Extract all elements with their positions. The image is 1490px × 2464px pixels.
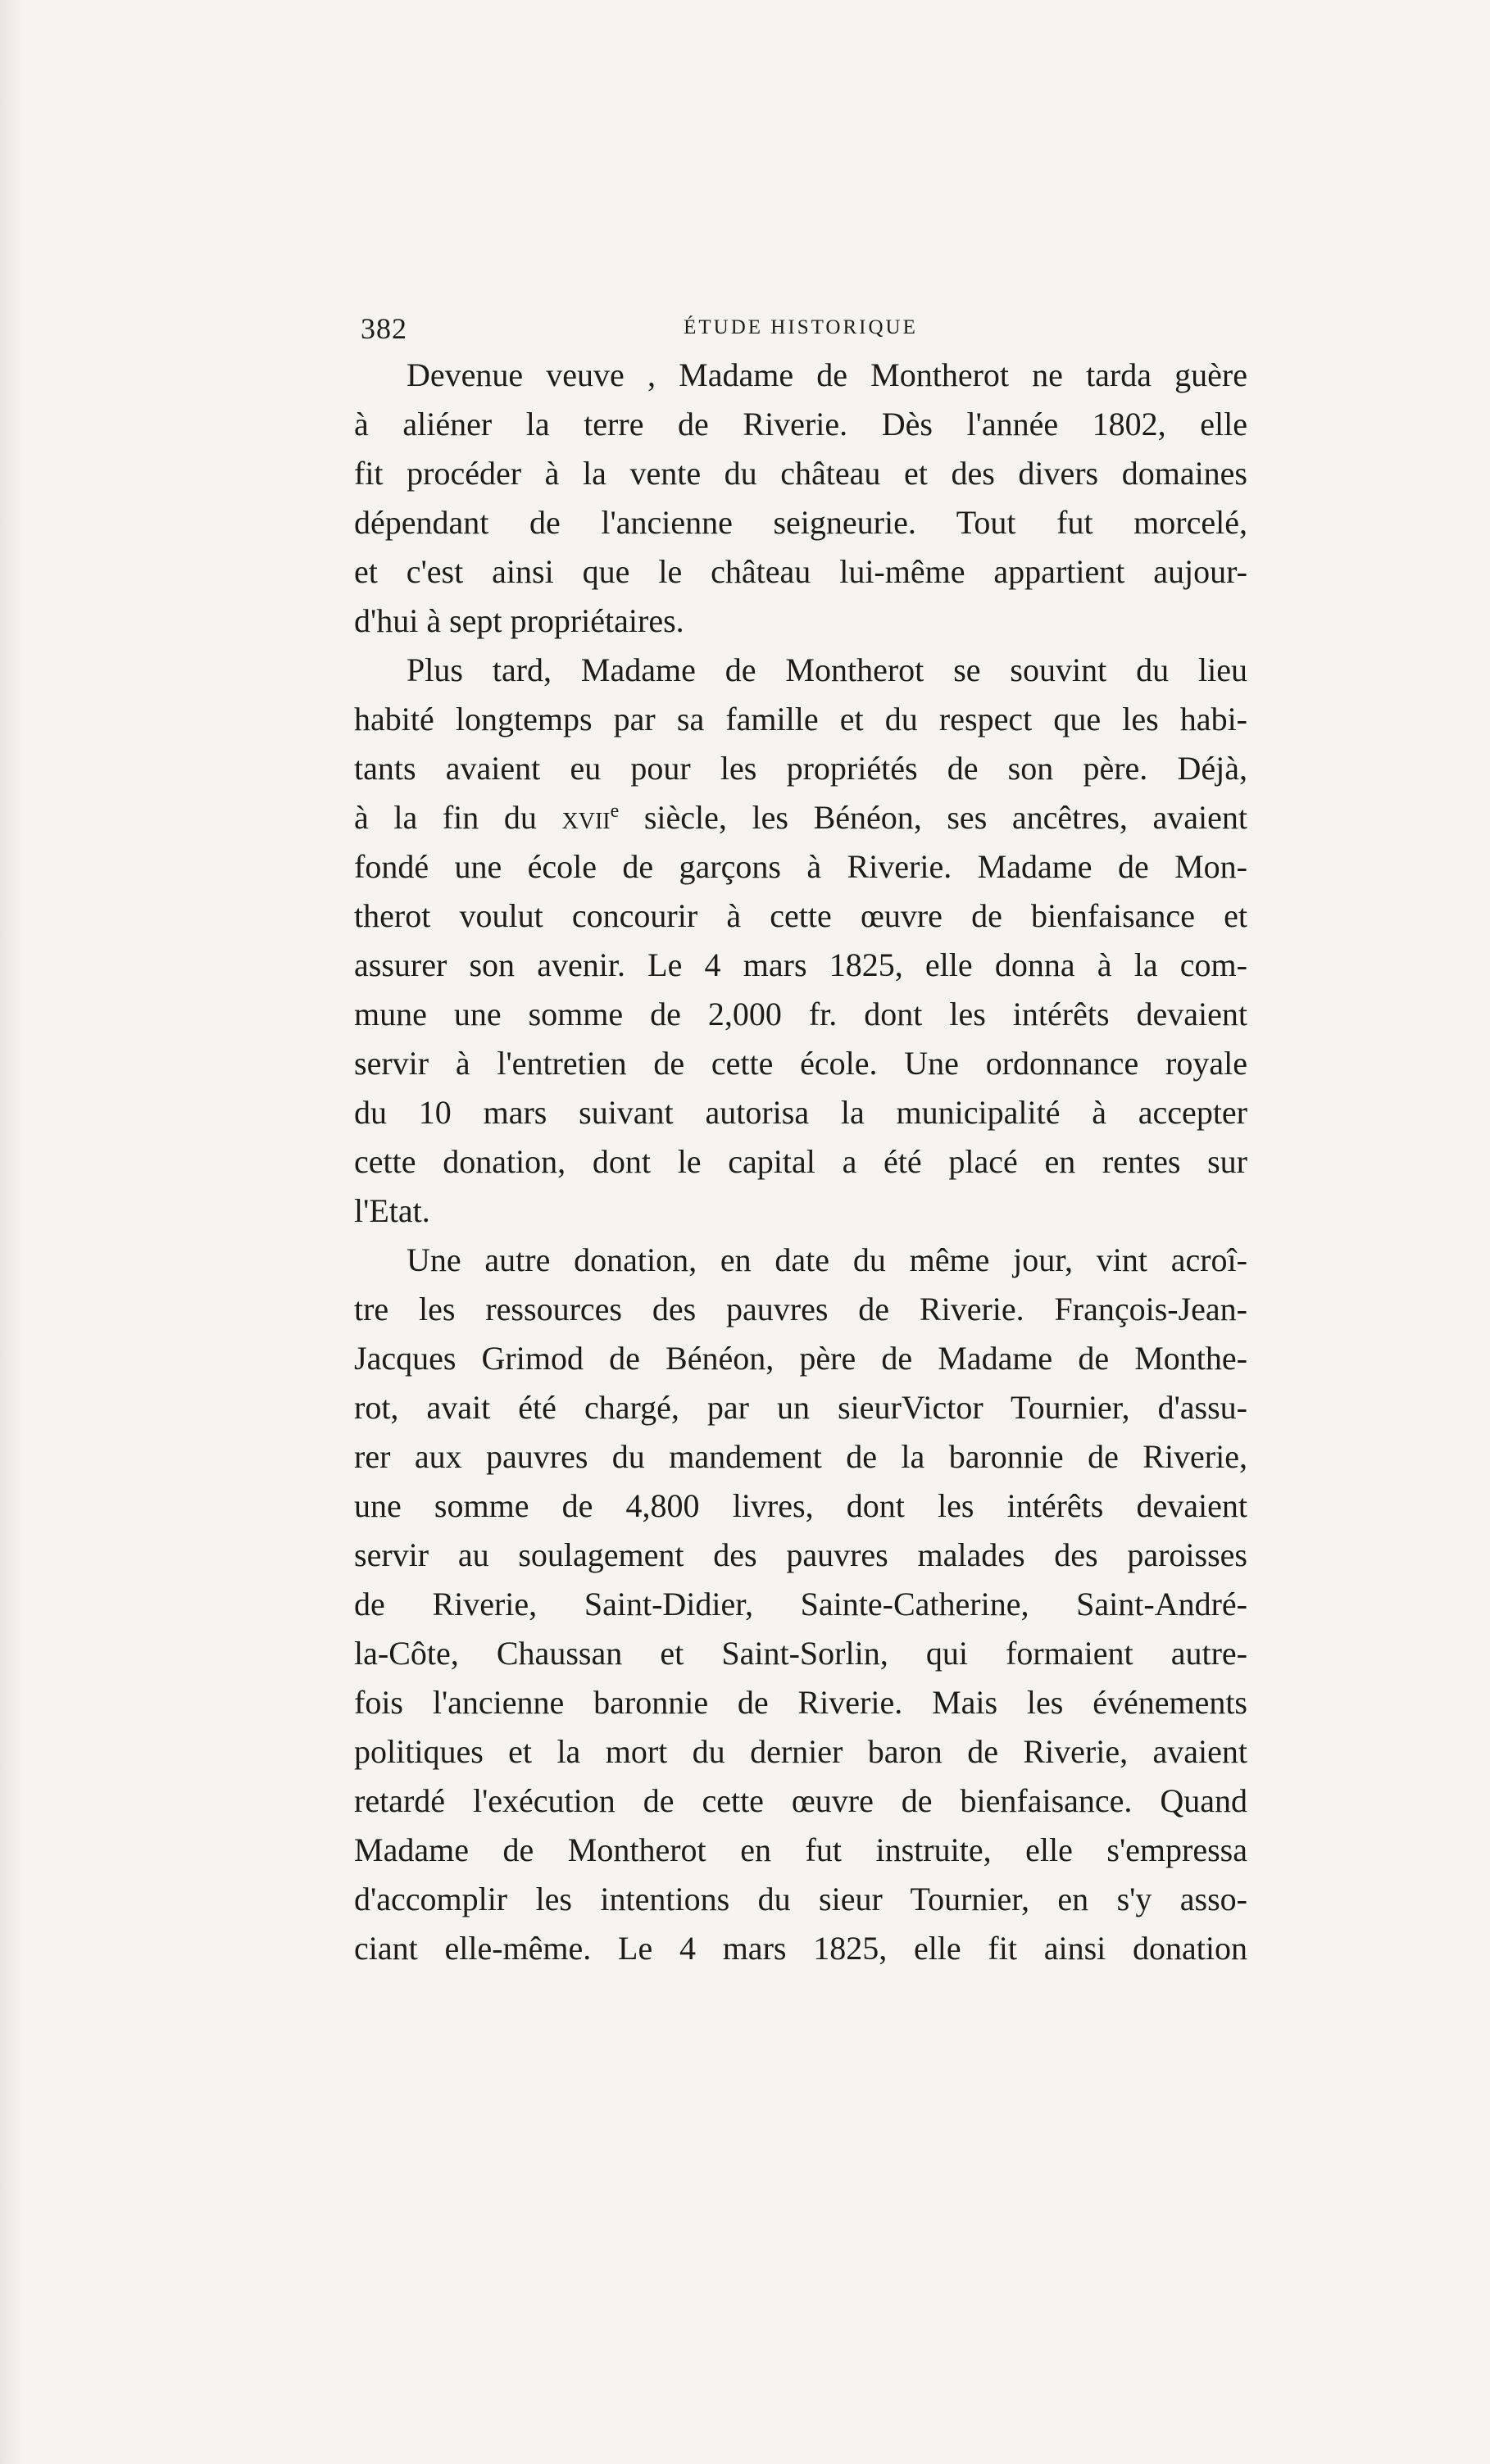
text-line: assurer son avenir. Le 4 mars 1825, elle donna à la com- bbox=[354, 946, 1247, 983]
text-line: servir au soulagement des pauvres malades des paroisses bbox=[354, 1536, 1247, 1573]
text-line: ciant elle-même. Le 4 mars 1825, elle fit ainsi donation bbox=[354, 1930, 1247, 1967]
text-line: Une autre donation, en date du même jour, vint acroî- bbox=[407, 1241, 1247, 1278]
text-line-century bbox=[354, 793, 1247, 842]
text-line: à aliéner la terre de Riverie. Dès l'année 1802, elle bbox=[354, 406, 1247, 442]
text-line: d'hui à sept propriétaires. bbox=[354, 602, 684, 639]
text-line: et c'est ainsi que le château lui-même appartient aujour- bbox=[354, 553, 1247, 590]
text-line: fit procéder à la vente du château et des divers domaines bbox=[354, 455, 1247, 492]
text-line: tants avaient eu pour les propriétés de son père. Déjà, bbox=[354, 750, 1247, 787]
text-line: habité longtemps par sa famille et du respect que les habi- bbox=[354, 701, 1247, 737]
text-line: rot, avait été chargé, par un sieurVictor Tournier, d'assu- bbox=[354, 1389, 1247, 1426]
text-line: une somme de 4,800 livres, dont les intérêts devaient bbox=[354, 1487, 1247, 1524]
text-line: cette donation, dont le capital a été placé en rentes sur bbox=[354, 1143, 1247, 1180]
scan-edge-shadow bbox=[0, 0, 23, 2464]
text-line: mune une somme de 2,000 fr. dont les intérêts devaient bbox=[354, 996, 1247, 1032]
text-line: Jacques Grimod de Bénéon, père de Madame de Monthe- bbox=[354, 1340, 1247, 1377]
text-line: servir à l'entretien de cette école. Une ordonnance royale bbox=[354, 1045, 1247, 1082]
text-line: rer aux pauvres du mandement de la baronnie de Riverie, bbox=[354, 1438, 1247, 1475]
paragraph-2 bbox=[354, 646, 1247, 1236]
running-head bbox=[354, 311, 1247, 351]
page-number: 382 bbox=[361, 312, 407, 345]
text-line: Devenue veuve , Madame de Montherot ne tarda guère bbox=[407, 356, 1247, 393]
century-superscript: e bbox=[610, 801, 620, 822]
text-line: la-Côte, Chaussan et Saint-Sorlin, qui formaient autre- bbox=[354, 1635, 1247, 1672]
text-line: d'accomplir les intentions du sieur Tournier, en s'y asso- bbox=[354, 1881, 1247, 1917]
text-line: politiques et la mort du dernier baron de Riverie, avaient bbox=[354, 1733, 1247, 1770]
paragraph-3 bbox=[354, 1236, 1247, 1973]
running-head-title: ÉTUDE HISTORIQUE bbox=[684, 316, 918, 338]
text-line: retardé l'exécution de cette œuvre de bienfaisance. Quand bbox=[354, 1782, 1247, 1819]
text-line: Madame de Montherot en fut instruite, elle s'empressa bbox=[354, 1831, 1247, 1868]
text-line: du 10 mars suivant autorisa la municipalité à accepter bbox=[354, 1094, 1247, 1131]
book-page bbox=[354, 311, 1247, 1973]
text-fragment: à la fin du bbox=[354, 799, 562, 836]
century-numeral: xvii bbox=[561, 799, 611, 836]
text-line: therot voulut concourir à cette œuvre de bienfaisance et bbox=[354, 897, 1247, 934]
text-line: fondé une école de garçons à Riverie. Madame de Mon- bbox=[354, 848, 1247, 885]
paragraph-1 bbox=[354, 351, 1247, 646]
text-line: dépendant de l'ancienne seigneurie. Tout fut morcelé, bbox=[354, 504, 1247, 541]
text-line: Plus tard, Madame de Montherot se souvint du lieu bbox=[407, 651, 1247, 688]
text-fragment: siècle, les Bénéon, ses ancêtres, avaient bbox=[619, 799, 1247, 836]
text-line: tre les ressources des pauvres de Riverie. François-Jean- bbox=[354, 1291, 1247, 1327]
text-line: l'Etat. bbox=[354, 1192, 430, 1229]
text-line: de Riverie, Saint-Didier, Sainte-Catherine, Saint-André- bbox=[354, 1586, 1247, 1622]
text-line: fois l'ancienne baronnie de Riverie. Mais les événements bbox=[354, 1684, 1247, 1721]
